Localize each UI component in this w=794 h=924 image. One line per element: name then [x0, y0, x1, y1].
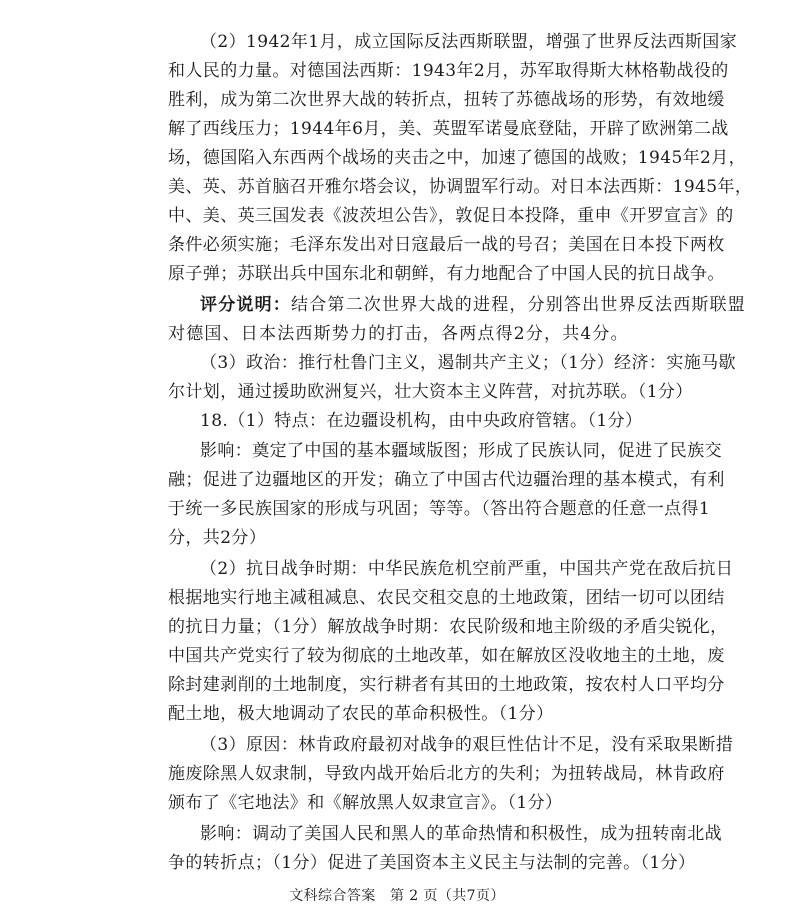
text-line: （2）1942年1月，成立国际反法西斯联盟，增强了世界反法西斯国家: [200, 32, 738, 52]
text-line: 影响：调动了美国人民和黑人的革命热情和积极性，成为扭转南北战: [200, 824, 722, 844]
text-line: 施废除黑人奴隶制，导致内战开始后北方的失利；为扭转战局，林肯政府: [168, 764, 725, 784]
text-line: 对德国、日本法西斯势力的打击，各两点得2分，共4分。: [168, 324, 629, 344]
text-line: 争的转折点；（1分）促进了美国资本主义民主与法制的完善。（1分）: [168, 853, 696, 873]
text-line: 除封建剥削的土地制度，实行耕者有其田的土地政策，按农村人口平均分: [168, 675, 725, 695]
text-line: 影响：奠定了中国的基本疆域版图；形成了民族认同，促进了民族交: [200, 441, 722, 461]
text-line: 场，德国陷入东西两个战场的夹击之中，加速了德国的战败；1945年2月，: [168, 148, 747, 168]
text-line: （2）抗日战争时期：中华民族危机空前严重，中国共产党在敌后抗日: [200, 559, 734, 579]
text-line: 的抗日力量；（1分）解放战争时期：农民阶级和地主阶级的矛盾尖锐化，: [168, 617, 728, 637]
text-line: 中国共产党实行了较为彻底的土地改革，如在解放区没收地主的土地，废: [168, 646, 725, 666]
page-footer: 文科综合答案 第 2 页（共7页）: [289, 888, 505, 904]
text-line: 颁布了《宅地法》和《解放黑人奴隶宣言》。（1分）: [168, 793, 563, 813]
scoring-note-label: 评分说明：: [200, 295, 291, 315]
text-line: 尔计划，通过援助欧洲复兴，壮大资本主义阵营，对抗苏联。（1分）: [168, 382, 693, 402]
question-heading: 18.（1）特点：在边疆设机构，由中央政府管辖。（1分）: [200, 411, 643, 431]
text-line: 胜利，成为第二次世界大战的转折点，扭转了苏德战场的形势，有效地缓: [168, 90, 725, 110]
text-line: 和人民的力量。对德国法西斯：1943年2月，苏军取得斯大林格勒战役的: [168, 61, 729, 81]
text-line: 配土地，极大地调动了农民的革命积极性。（1分）: [168, 704, 554, 724]
text-line: 分，共2分）: [168, 528, 267, 548]
scoring-note-text: 结合第二次世界大战的进程，分别答出世界反法西斯联盟: [291, 295, 746, 315]
text-line: 美、英、苏首脑召开雅尔塔会议，协调盟军行动。对日本法西斯：1945年，: [168, 177, 753, 197]
scoring-note: [200, 293, 746, 317]
text-line: 解了西线压力；1944年6月，美、英盟军诺曼底登陆，开辟了欧洲第二战: [168, 119, 729, 139]
text-line: （3）原因：林肯政府最初对战争的艰巨性估计不足，没有采取果断措: [200, 735, 734, 755]
text-line: 于统一多民族国家的形成与巩固；等等。（答出符合题意的任意一点得1: [168, 499, 711, 519]
text-line: 融；促进了边疆地区的开发；确立了中国古代边疆治理的基本模式，有利: [168, 470, 725, 490]
text-line: （3）政治：推行杜鲁门主义，遏制共产主义；（1分）经济：实施马歇: [200, 353, 736, 373]
text-line: 根据地实行地主减租减息、农民交租交息的土地政策，团结一切可以团结: [168, 588, 725, 608]
text-line: 原子弹；苏联出兵中国东北和朝鲜，有力地配合了中国人民的抗日战争。: [168, 264, 725, 284]
text-line: 条件必须实施；毛泽东发出对日寇最后一战的号召；美国在日本投下两枚: [168, 235, 725, 255]
text-line: 中、美、英三国发表《波茨坦公告》，敦促日本投降，重申《开罗宣言》的: [168, 206, 734, 226]
